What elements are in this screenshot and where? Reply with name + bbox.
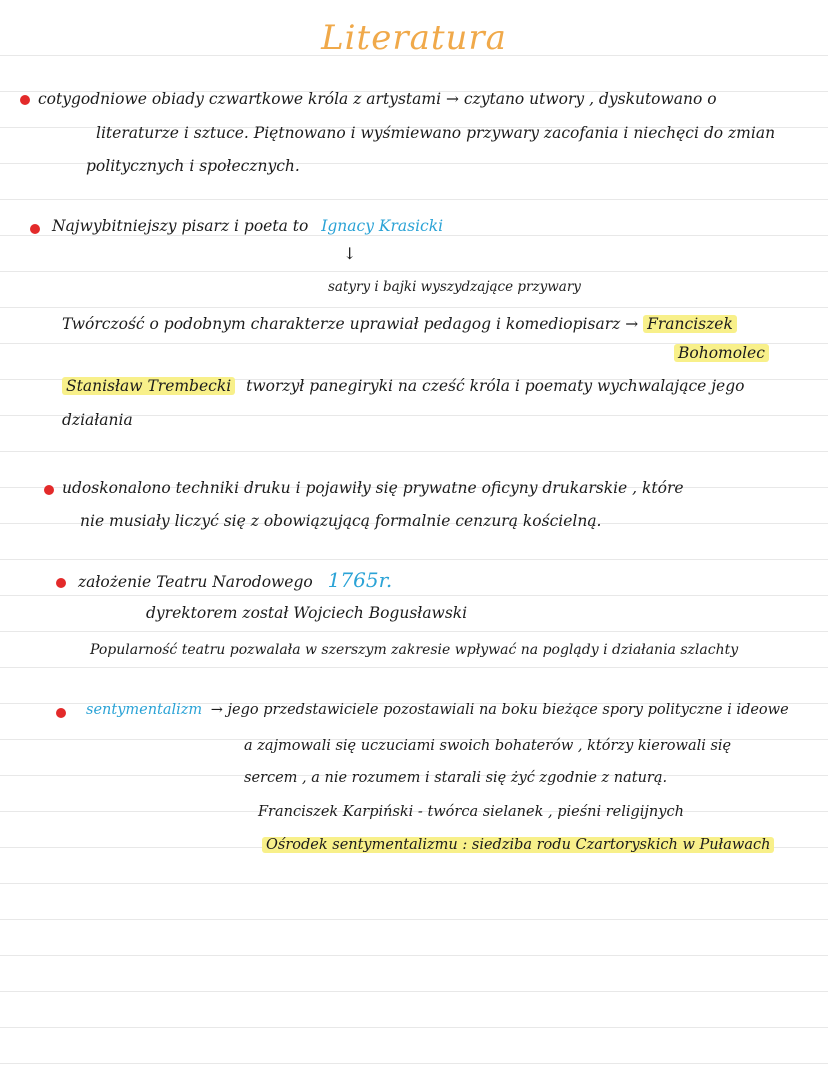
s5-line-2: a zajmowali się uczuciami swoich bohaterów , którzy kierowali się [244, 738, 732, 754]
s1-line-3: politycznych i społecznych. [86, 157, 300, 175]
s3-line-2: nie musiały liczyć się z obowiązującą formalnie cenzurą kościelną. [80, 512, 602, 530]
arrow-down-icon: ↓ [343, 244, 357, 263]
s2-creativity: Twórczość o podobnym charakterze uprawiał pedagog i komediopisarz → [62, 315, 639, 333]
s1-line-2: literaturze i sztuce. Piętnowano i wyśmiewano przywary zacofania i niechęci do zmian [96, 124, 776, 142]
s4-line-3: Popularność teatru pozwalała w szerszym zakresie wpływać na poglądy i działania szlachty [90, 642, 739, 658]
s5-line-4: Franciszek Karpiński - twórca sielanek , pieśni religijnych [258, 804, 684, 820]
s4-line-1 [78, 570, 392, 592]
page-title: Literatura [321, 18, 507, 58]
s5-line-1 [86, 700, 789, 720]
s4-line-2: dyrektorem został Wojciech Bogusławski [146, 604, 468, 622]
s2-line-3 [62, 314, 737, 334]
s3-line-1: udoskonalono techniki druku i pojawiły się prywatne oficyny drukarskie , które [62, 479, 684, 497]
s4-theatre: założenie Teatru Narodowego [78, 573, 313, 591]
author-krasicki: Ignacy Krasicki [321, 217, 444, 235]
bullet-1 [20, 95, 30, 105]
s5-desc: → jego przedstawiciele pozostawiali na boku bieżące spory polityczne i ideowe [210, 702, 789, 718]
author-bohomolec-first: Franciszek [643, 315, 737, 333]
s5-line-3: sercem , a nie rozumem i starali się żyć zgodnie z naturą. [244, 770, 668, 786]
s1-line-1: cotygodniowe obiady czwartkowe króla z artystami → czytano utwory , dyskutowano o [38, 90, 717, 108]
author-trembecki: Stanisław Trembecki [62, 377, 235, 395]
s2-line-5 [62, 376, 745, 396]
s5-line-5 [262, 835, 774, 855]
s2-trembecki-desc: tworzył panegiryki na cześć króla i poematy wychwalające jego [246, 377, 745, 395]
s2-intro: Najwybitniejszy pisarz i poeta to [52, 217, 309, 235]
s2-intro-line [52, 216, 443, 236]
year-1765: 1765r. [327, 568, 393, 592]
term-sentymentalizm: sentymentalizm [86, 702, 203, 718]
bullet-5 [56, 708, 66, 718]
s5-center: Ośrodek sentymentalizmu : siedziba rodu Czartoryskich w Puławach [262, 837, 774, 853]
bullet-2 [30, 224, 40, 234]
s2-works: satyry i bajki wyszydzające przywary [328, 279, 581, 295]
s2-line-6: działania [62, 411, 133, 429]
author-bohomolec-last: Bohomolec [674, 344, 769, 362]
s2-line-4 [674, 343, 769, 363]
bullet-3 [44, 485, 54, 495]
bullet-4 [56, 578, 66, 588]
